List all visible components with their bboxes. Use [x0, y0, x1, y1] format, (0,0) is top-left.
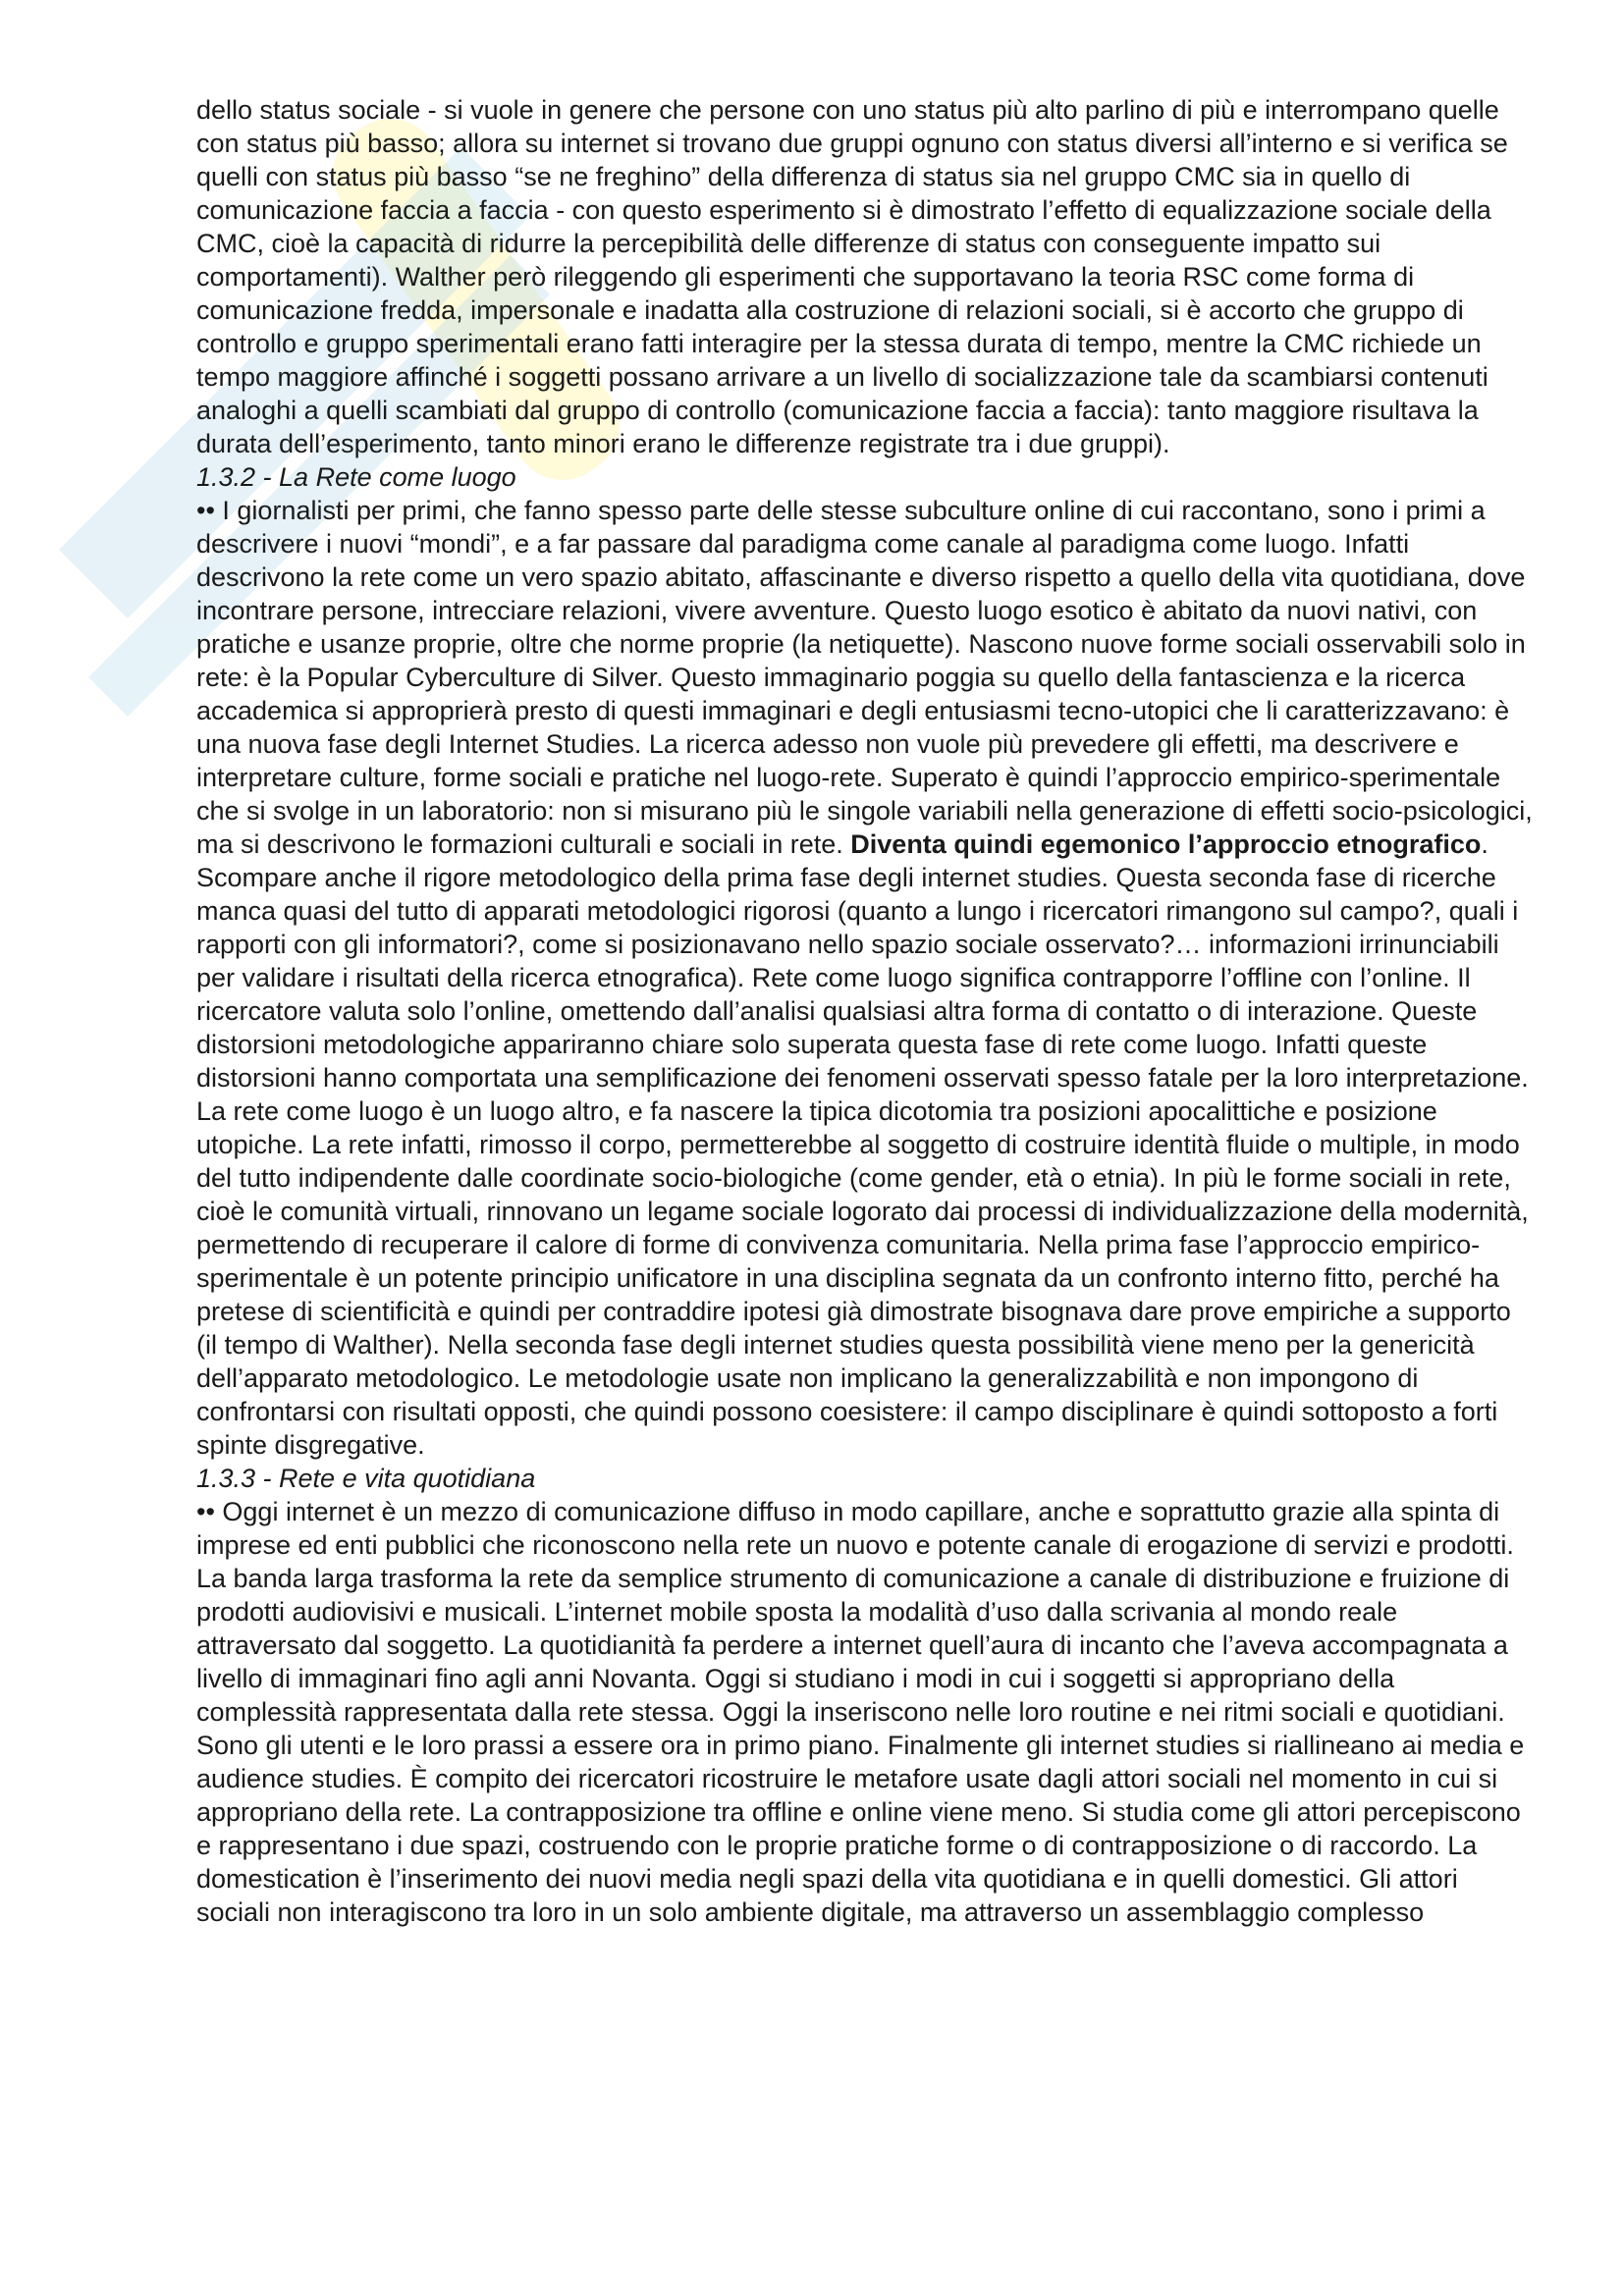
section-heading-1-3-2: 1.3.2 - La Rete come luogo — [196, 462, 516, 492]
paragraph-intro: dello status sociale - si vuole in genere che persone con uno status più alto parlino di più e interrompano quelle con status più basso; allora su internet si trovano due gruppi ognuno con status diversi all’interno e si verifica se quelli con status più basso “se ne freghino” della differenza di status sia nel gruppo CMC sia in quello di comunicazione faccia a faccia - con questo esperimento si è dimostrato l’effetto di equalizzazione sociale della CMC, cioè la capacità di ridurre la percepibilità delle differenze di status con conseguente impatto sui comportamenti). Walther però rileggendo gli esperimenti che supportavano la teoria RSC come forma di comunicazione fredda, impersonale e inadatta alla costruzione di relazioni sociali, si è accorto che gruppo di controllo e gruppo sperimentali erano fatti interagire per la stessa durata di tempo, mentre la CMC richiede un tempo maggiore affinché i soggetti possano arrivare a un livello di socializzazione tale da scambiarsi contenuti analoghi a quelli scambiati dal gruppo di controllo (comunicazione faccia a faccia): tanto maggiore risultava la durata dell’esperimento, tanto minori erano le differenze registrate tra i due gruppi). — [196, 95, 1508, 458]
body-text — [196, 93, 1534, 1929]
bold-phrase: Diventa quindi egemonico l’approccio etnografico — [850, 829, 1482, 859]
paragraph-text: •• I giornalisti per primi, che fanno spesso parte delle stesse subculture online di cui raccontano, sono i primi a descrivere i nuovi “mondi”, e a far passare dal paradigma come canale al paradigma come luogo. Infatti descrivono la rete come un vero spazio abitato, affascinante e diverso rispetto a quello della vita quotidiana, dove incontrare persone, intrecciare relazioni, vivere avventure. Questo luogo esotico è abitato da nuovi nativi, con pratiche e usanze proprie, oltre che norme proprie (la netiquette). Nascono nuove forme sociali osservabili solo in rete: è la Popular Cyberculture di Silver. Questo immaginario poggia su quello della fantascienza e la ricerca accademica si approprierà presto di questi immaginari e degli entusiasmi tecno-utopici che li caratterizzavano: è una nuova fase degli Internet Studies. La ricerca adesso non vuole più prevedere gli effetti, ma descrivere e interpretare culture, forme sociali e pratiche nel luogo-rete. Superato è quindi l’approccio empirico-sperimentale che si svolge in un laboratorio: non si misurano più le singole variabili nella generazione di effetti socio-psicologici, ma si descrivono le formazioni culturali e sociali in rete. — [196, 496, 1533, 859]
paragraph-rete-e-vita-quotidiana: •• Oggi internet è un mezzo di comunicazione diffuso in modo capillare, anche e soprattutto grazie alla spinta di imprese ed enti pubblici che riconoscono nella rete un nuovo e potente canale di erogazione di servizi e prodotti. La banda larga trasforma la rete da semplice strumento di comunicazione a canale di distribuzione e fruizione di prodotti audiovisivi e musicali. L’internet mobile sposta la modalità d’uso dalla scrivania al mondo reale attraversato dal soggetto. La quotidianità fa perdere a internet quell’aura di incanto che l’aveva accompagnata a livello di immaginari fino agli anni Novanta. Oggi si studiano i modi in cui i soggetti si appropriano della complessità rappresentata dalla rete stessa. Oggi la inseriscono nelle loro routine e nei ritmi sociali e quotidiani. Sono gli utenti e le loro prassi a essere ora in primo piano. Finalmente gli internet studies si riallineano ai media e audience studies. È compito dei ricercatori ricostruire le metafore usate dagli attori sociali nel momento in cui si appropriano della rete. La contrapposizione tra offline e online viene meno. Si studia come gli attori percepiscono e rappresentano i due spazi, costruendo con le proprie pratiche forme o di contrapposizione o di raccordo. La domestication è l’inserimento dei nuovi media negli spazi della vita quotidiana e in quelli domestici. Gli attori sociali non interagiscono tra loro in un solo ambiente digitale, ma attraverso un assemblaggio complesso — [196, 1497, 1525, 1927]
paragraph-text-continued: . Scompare anche il rigore metodologico della prima fase degli internet studies. Questa seconda fase di ricerche manca quasi del tutto di apparati metodologici rigorosi (quanto a lungo i ricercatori rimangono sul campo?, quali i rapporti con gli informatori?, come si posizionavano nello spazio sociale osservato?… informazioni irrinunciabili per validare i risultati della ricerca etnografica). Rete come luogo significa contrapporre l’offline con l’online. Il ricercatore valuta solo l’online, omettendo dall’analisi qualsiasi altra forma di contatto o di interazione. Queste distorsioni metodologiche appariranno chiare solo superata questa fase di rete come luogo. Infatti queste distorsioni hanno comportata una semplificazione dei fenomeni osservati spesso fatale per la loro interpretazione. La rete come luogo è un luogo altro, e fa nascere la tipica dicotomia tra posizioni apocalittiche e posizione utopiche. La rete infatti, rimosso il corpo, permetterebbe al soggetto di costruire identità fluide o multiple, in modo del tutto indipendente dalle coordinate socio-biologiche (come gender, età o etnia). In più le forme sociali in rete, cioè le comunità virtuali, rinnovano un legame sociale logorato dai processi di individualizzazione della modernità, permettendo di recuperare il calore di forme di convivenza comunitaria. Nella prima fase l’approccio empirico-sperimentale è un potente principio unificatore in una disciplina segnata da un confronto interno fitto, perché ha pretese di scientificità e quindi per contraddire ipotesi già dimostrate bisognava dare prove empiriche a supporto (il tempo di Walther). Nella seconda fase degli internet studies questa possibilità viene meno per la genericità dell’apparato metodologico. Le metodologie usate non implicano la generalizzabilità e non impongono di confrontarsi con risultati opposti, che quindi possono coesistere: il campo disciplinare è quindi sottoposto a forti spinte disgregative. — [196, 829, 1529, 1460]
paragraph-rete-come-luogo — [196, 494, 1534, 1462]
section-heading-1-3-3: 1.3.3 - Rete e vita quotidiana — [196, 1464, 536, 1493]
